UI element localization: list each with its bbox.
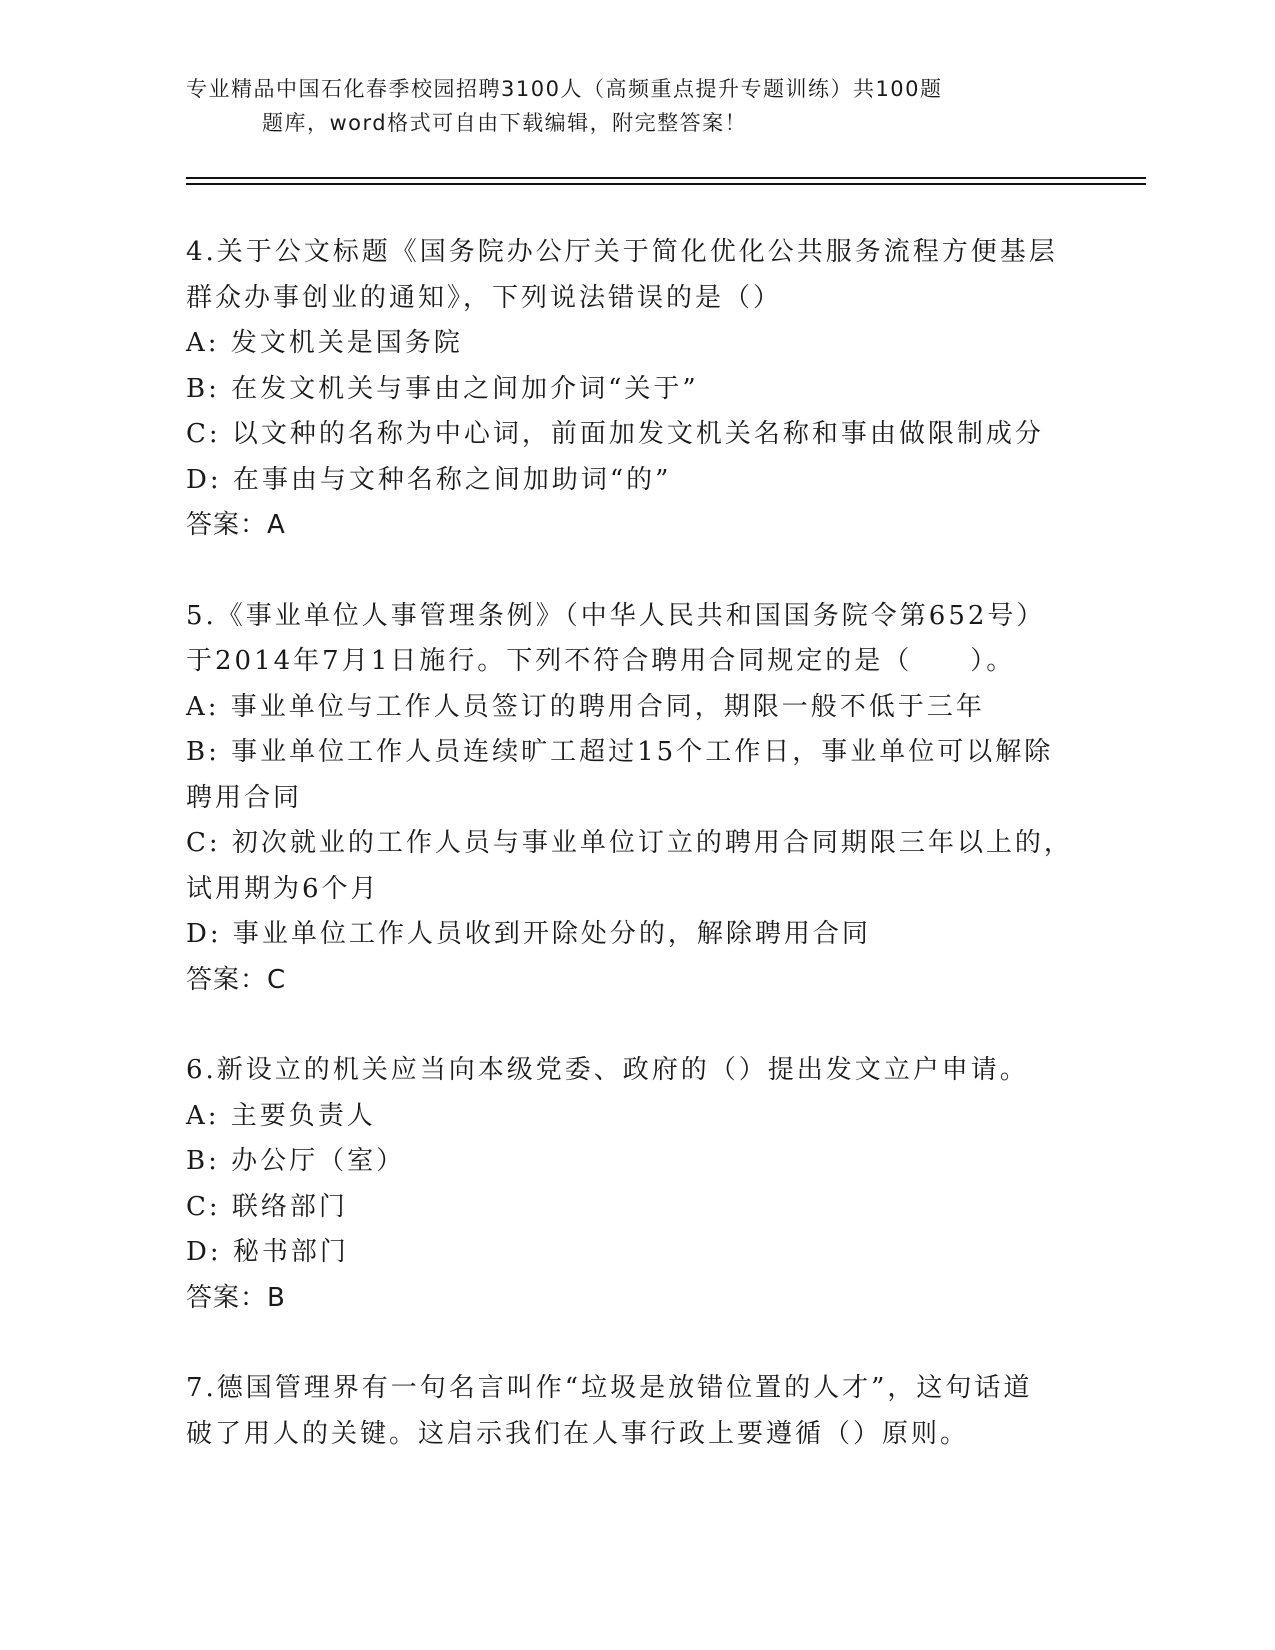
option-line: C: 以文种的名称为中心词，前面加发文机关名称和事由做限制成分 [186, 419, 1044, 449]
header-rule-bottom [186, 183, 1146, 185]
document-header [186, 72, 1046, 140]
option-line: C: 联络部门 [186, 1191, 348, 1222]
header-line-1: 专业精品中国石化春季校园招聘3100人（高频重点提升专题训练）共100题 [186, 77, 943, 101]
option-line: B: 事业单位工作人员连续旷工超过15个工作日，事业单位可以解除 [186, 737, 1054, 767]
question-stem-line: 于2014年7月1日施行。下列不符合聘用合同规定的是（ ）。 [186, 646, 1016, 676]
option-line: B: 办公厅（室） [186, 1146, 406, 1176]
option-line: C: 初次就业的工作人员与事业单位订立的聘用合同期限三年以上的， [186, 828, 1073, 858]
question-5 [186, 594, 1086, 1004]
header-rule-top [186, 177, 1146, 179]
question-6 [186, 1048, 1086, 1321]
question-stem-line: 5.《事业单位人事管理条例》（中华人民共和国国务院令第652号） [186, 600, 1046, 631]
option-line: D: 在事由与文种名称之间加助词“的” [186, 464, 672, 495]
question-stem-line: 4.关于公文标题《国务院办公厅关于简化优化公共服务流程方便基层 [186, 237, 1058, 267]
answer-text: 答案：A [186, 510, 286, 540]
question-stem-line: 6.新设立的机关应当向本级党委、政府的（）提出发文立户申请。 [186, 1055, 1029, 1085]
answer-text: 答案：C [186, 964, 287, 995]
option-line: 试用期为6个月 [186, 873, 380, 904]
question-list [186, 230, 1086, 1502]
answer-text: 答案：B [186, 1282, 286, 1313]
question-stem-line: 群众办事创业的通知》，下列说法错误的是（） [186, 282, 783, 313]
question-7 [186, 1366, 1086, 1457]
option-line: A: 事业单位与工作人员签订的聘用合同，期限一般不低于三年 [186, 691, 985, 722]
option-line: D: 事业单位工作人员收到开除处分的，解除聘用合同 [186, 919, 871, 949]
question-stem-line: 破了用人的关键。这启示我们在人事行政上要遵循（）原则。 [186, 1418, 970, 1449]
question-4 [186, 230, 1086, 549]
option-line: A: 发文机关是国务院 [186, 328, 463, 358]
header-line-2: 题库，word格式可自由下载编辑，附完整答案！ [262, 111, 748, 135]
option-line: A: 主要负责人 [186, 1100, 376, 1131]
option-line: B: 在发文机关与事由之间加介词“关于” [186, 373, 699, 404]
option-line: 聘用合同 [186, 782, 303, 813]
option-line: D: 秘书部门 [186, 1237, 349, 1267]
question-stem-line: 7.德国管理界有一句名言叫作“垃圾是放错位置的人才”，这句话道 [186, 1373, 1033, 1403]
